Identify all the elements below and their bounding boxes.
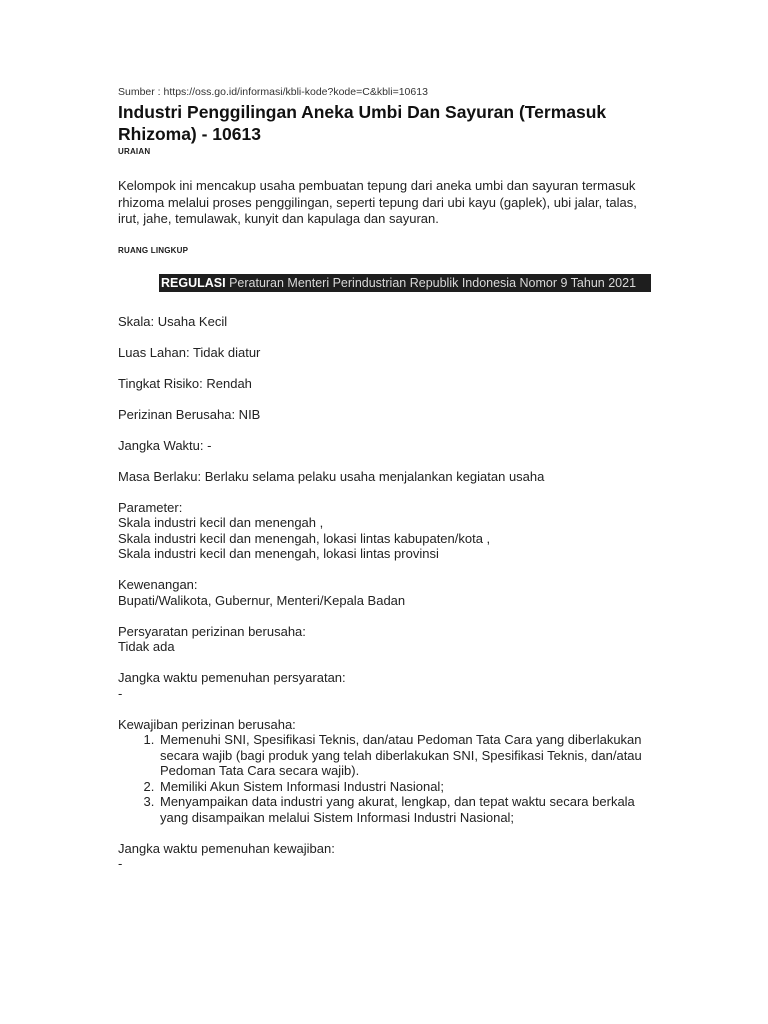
list-item: 2. Memiliki Akun Sistem Informasi Industri Nasional; [158, 779, 658, 795]
kewajiban-label: Kewajiban perizinan berusaha: [118, 716, 296, 732]
jangka-kewajiban-section [118, 841, 658, 872]
parameter-label: Parameter: [118, 499, 183, 515]
kewajiban-section [118, 717, 658, 826]
regulasi-label: REGULASI [161, 275, 226, 290]
perizinan-field: Perizinan Berusaha: NIB [118, 406, 261, 422]
jangka-persyaratan-label: Jangka waktu pemenuhan persyaratan: [118, 670, 346, 685]
kewenangan-value: Bupati/Walikota, Gubernur, Menteri/Kepala Badan [118, 592, 406, 608]
parameter-line: Skala industri kecil dan menengah, lokasi lintas provinsi [118, 546, 439, 561]
jangka-kewajiban-label: Jangka waktu pemenuhan kewajiban: [118, 840, 335, 856]
jangka-waktu-field: Jangka Waktu: - [118, 437, 212, 453]
parameter-section [118, 500, 658, 562]
parameter-line: Skala industri kecil dan menengah, lokasi lintas kabupaten/kota , [118, 530, 491, 546]
persyaratan-section [118, 624, 658, 655]
tingkat-risiko-field: Tingkat Risiko: Rendah [118, 375, 252, 391]
uraian-heading: URAIAN [118, 147, 151, 156]
description-paragraph: Kelompok ini mencakup usaha pembuatan tepung dari aneka umbi dan sayuran termasuk rhizoma melalui proses penggilingan, seperti tepung dari ubi kayu (gaplek), ubi jalar, talas, irut, jahe, temulawak, kunyit dan kapulaga dan sayuran. [118, 178, 637, 226]
luas-lahan-field: Luas Lahan: Tidak diatur [118, 344, 261, 360]
source-line: Sumber : https://oss.go.id/informasi/kbli-kode?kode=C&kbli=10613 [118, 86, 428, 98]
document-page [118, 86, 658, 872]
regulasi-box [159, 274, 651, 292]
persyaratan-label: Persyaratan perizinan berusaha: [118, 623, 306, 639]
kewenangan-label: Kewenangan: [118, 577, 198, 592]
masa-berlaku-field: Masa Berlaku: Berlaku selama pelaku usaha menjalankan kegiatan usaha [118, 468, 545, 484]
kewenangan-section [118, 577, 658, 608]
jangka-persyaratan-value: - [118, 685, 123, 701]
parameter-line: Skala industri kecil dan menengah , [118, 515, 324, 530]
kewajiban-list [118, 732, 658, 825]
page-title: Industri Penggilingan Aneka Umbi Dan Sayuran (Termasuk Rhizoma) - 10613 [118, 102, 607, 144]
jangka-kewajiban-value: - [118, 856, 123, 871]
list-item: 3. Menyampaikan data industri yang akurat, lengkap, dan tepat waktu secara berkala yang disampaikan melalui Sistem Informasi Industri Nasional; [158, 794, 658, 825]
jangka-persyaratan-section [118, 670, 658, 701]
ruang-lingkup-heading: RUANG LINGKUP [118, 245, 189, 255]
regulasi-text: Peraturan Menteri Perindustrian Republik Indonesia Nomor 9 Tahun 2021 [225, 275, 637, 290]
skala-field: Skala: Usaha Kecil [118, 313, 228, 329]
list-item: 1. Memenuhi SNI, Spesifikasi Teknis, dan/atau Pedoman Tata Cara yang diberlakukan secara wajib (bagi produk yang telah diberlakukan SNI, Spesifikasi Teknis, dan/atau Pedoman Tata Cara secara wajib). [158, 732, 658, 779]
persyaratan-value: Tidak ada [118, 639, 175, 654]
